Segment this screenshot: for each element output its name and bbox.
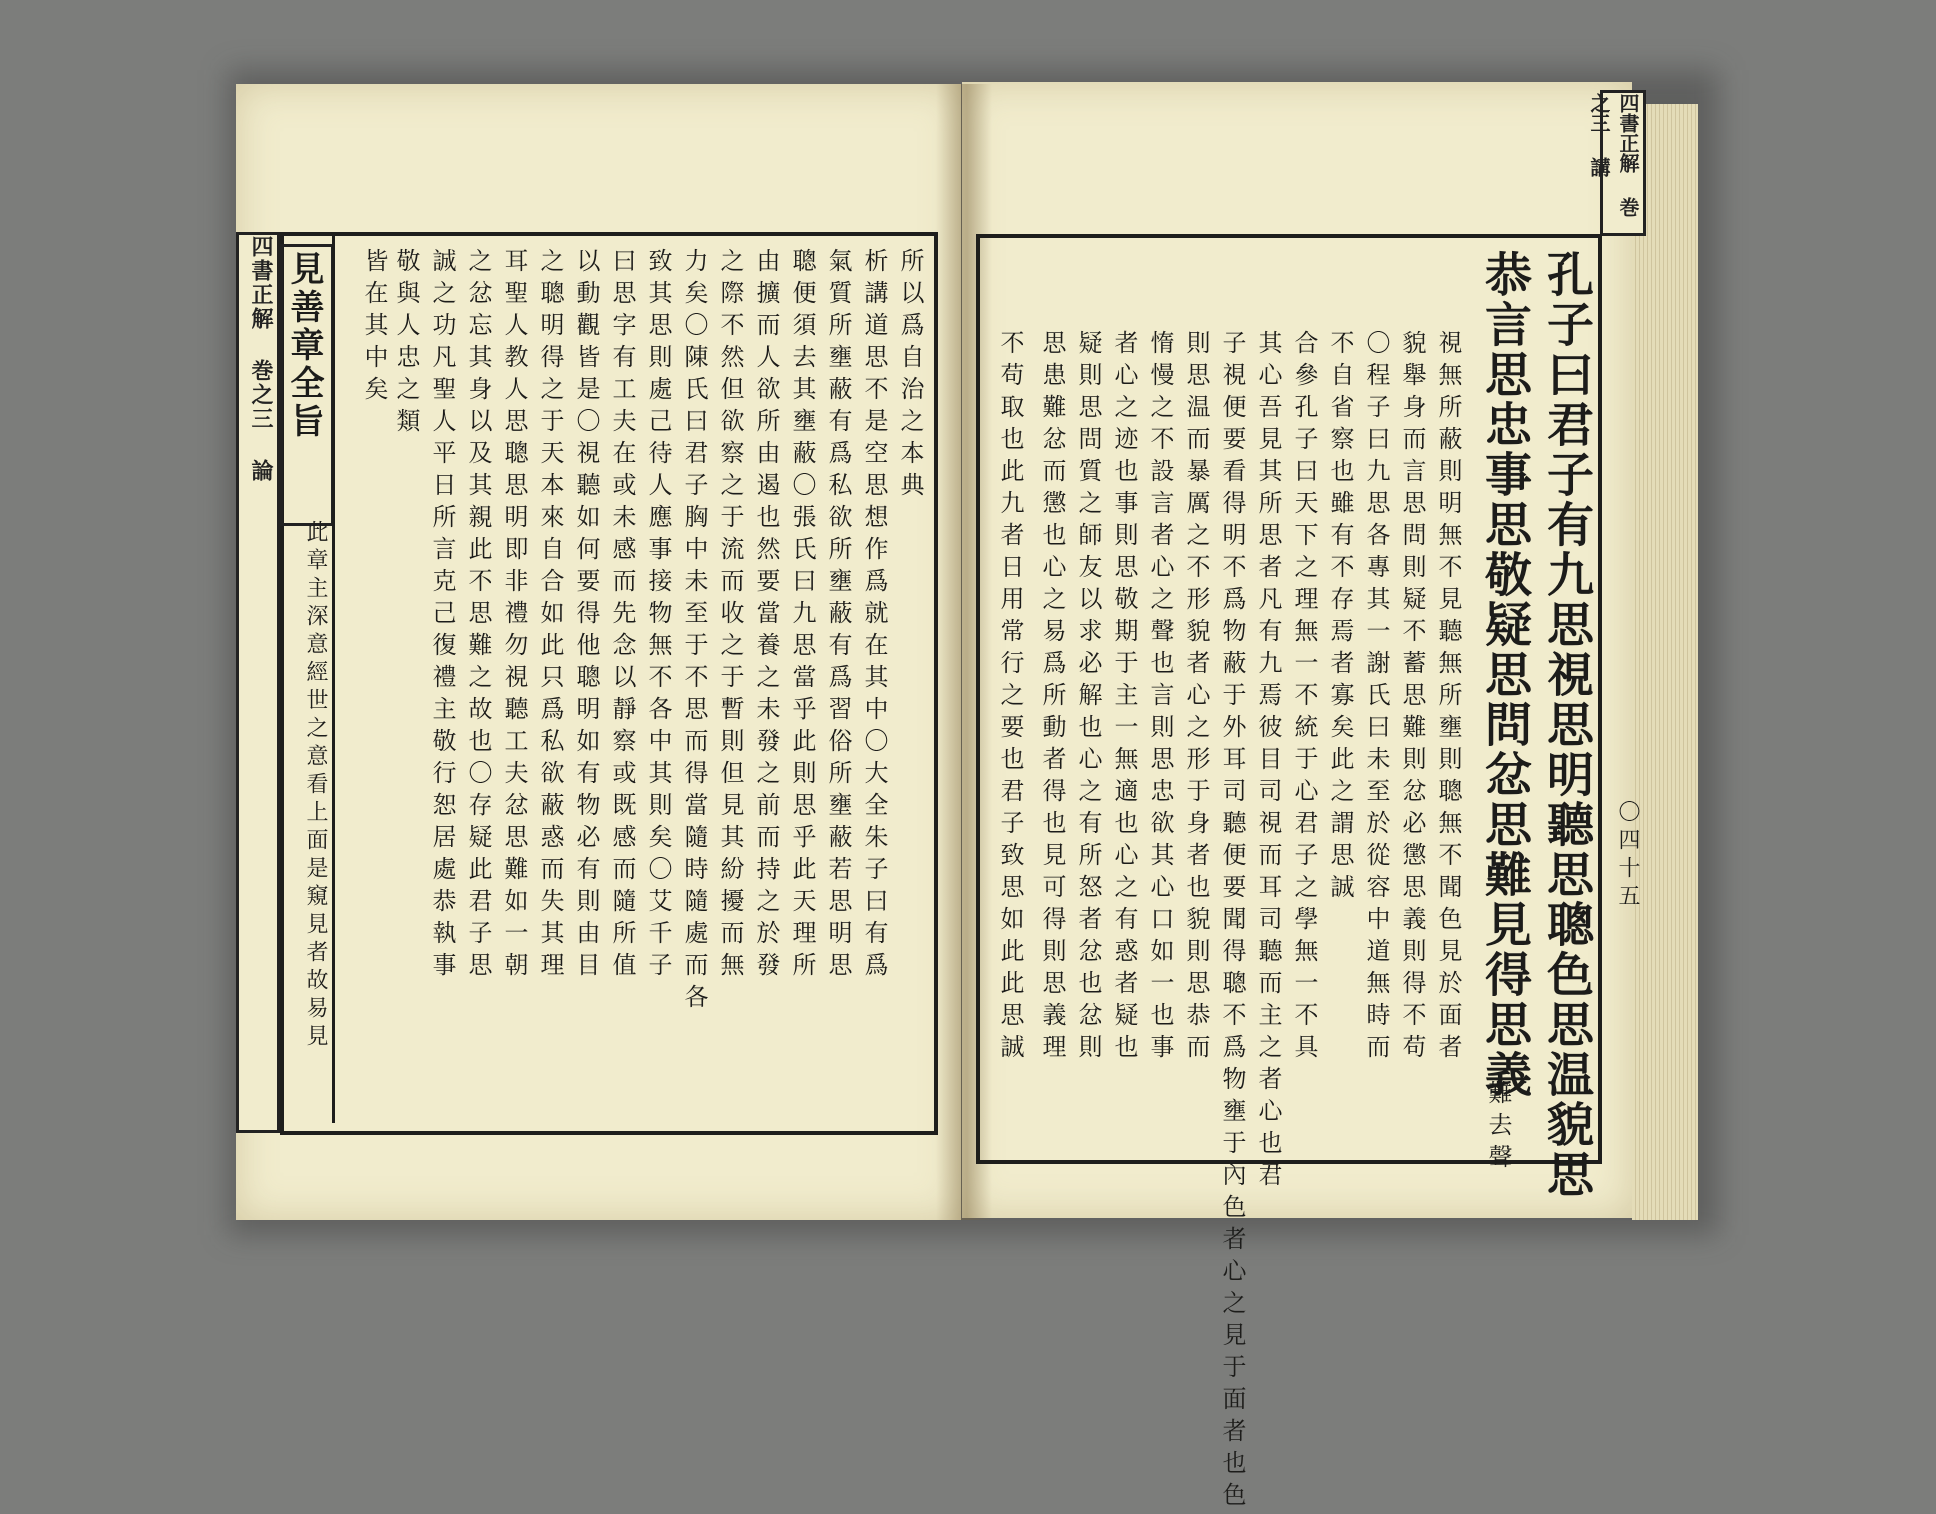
section-divider [332,236,335,1123]
right-folio: 〇四十五 [1615,800,1640,912]
right-commentary-5: 合參孔子曰天下之理無一不統于心君子之學無一不具 [1290,330,1318,1066]
right-commentary-8: 則思温而暴厲之不形貌者心之形于身者也貌則思恭而 [1182,330,1210,1066]
right-commentary-13: 不苟取也此九者日用常行之要也君子致思如此此思誠 [996,330,1024,1066]
left-commentary-9: 以動觀皆是〇視聽如何要得他聰明如有物必有則由目 [572,248,600,984]
left-commentary-6: 力矣〇陳氏曰君子胸中未至于不思而得當隨時隨處而各 [680,248,708,1016]
right-commentary-6: 其心吾見其所思者凡有九焉彼目司視而耳司聽而主之者心也君 [1254,330,1282,1194]
left-commentary-11: 耳聖人教人思聰思明即非禮勿視聽工夫忿思難如一朝 [500,248,528,984]
right-margin-label: 四書正解 巻之三 講 [1600,90,1646,236]
right-commentary-10: 者心之迹也事則思敬期于主一無適也心之有惑者疑也 [1110,330,1138,1066]
page-edge-stack [1632,104,1698,1220]
left-commentary-8: 曰思字有工夫在或未感而先念以靜察或既感而隨所值 [608,248,636,984]
left-margin-label: 四書正解 巻之三 論 [236,232,280,1133]
left-commentary-5: 之際不然但欲察之于流而收之于暫則但見其紛擾而無 [716,248,744,984]
left-commentary-1: 析講道思不是空思想作爲就在其中〇大全朱子曰有爲 [860,248,888,984]
right-main-line-2: 恭言思忠事思敬疑思問忿思難見得思義 [1477,250,1532,1100]
left-commentary-10: 之聰明得之于天本來自合如此只爲私欲蔽惑而失其理 [536,248,564,984]
right-commentary-7: 子視便要看得明不爲物蔽于外耳司聽便要聞得聰不爲物壅于內色者心之見于面者也色 [1218,330,1246,1514]
right-commentary-4: 不自省察也雖有不存焉者寡矣此之謂思誠 [1326,330,1354,906]
right-commentary-3: 〇程子曰九思各專其一謝氏曰未至於從容中道無時而 [1362,330,1390,1066]
right-commentary-0: 難去聲 [1484,1080,1512,1176]
section-note-0: 此章主深意經世之意看上面是窺見者故易見 [303,520,328,1052]
left-commentary-2: 氣質所壅蔽有爲私欲所壅蔽有爲習俗所壅蔽若思明思 [824,248,852,984]
left-commentary-0: 所以爲自治之本典 [896,248,924,504]
left-commentary-4: 由擴而人欲所由遏也然要當養之未發之前而持之於發 [752,248,780,984]
right-main-line-1: 孔子曰君子有九思視思明聽思聰色思温貌思 [1539,250,1594,1200]
left-commentary-13: 誠之功凡聖人平日所言克己復禮主敬行恕居處恭執事 [428,248,456,984]
right-commentary-1: 視無所蔽則明無不見聽無所壅則聰無不聞色見於面者 [1434,330,1462,1066]
right-commentary-9: 惰慢之不設言者心之聲也言則思忠欲其心口如一也事 [1146,330,1174,1066]
left-commentary-15: 皆在其中矣 [360,248,388,408]
section-label-box: 見善章全旨 [280,244,334,526]
left-commentary-7: 致其思則處己待人應事接物無不各中其則矣〇艾千子 [644,248,672,984]
left-commentary-14: 敬與人忠之類 [392,248,420,440]
left-commentary-3: 聰便須去其壅蔽〇張氏曰九思當乎此則思乎此天理所 [788,248,816,984]
right-commentary-2: 貌舉身而言思問則疑不蓄思難則忿必懲思義則得不苟 [1398,330,1426,1066]
left-commentary-12: 之忿忘其身以及其親此不思難之故也〇存疑此君子思 [464,248,492,984]
right-commentary-11: 疑則思問質之師友以求必解也心之有所怒者忿也忿則 [1074,330,1102,1066]
right-commentary-12: 思患難忿而懲也心之易爲所動者得也見可得則思義理 [1038,330,1066,1066]
